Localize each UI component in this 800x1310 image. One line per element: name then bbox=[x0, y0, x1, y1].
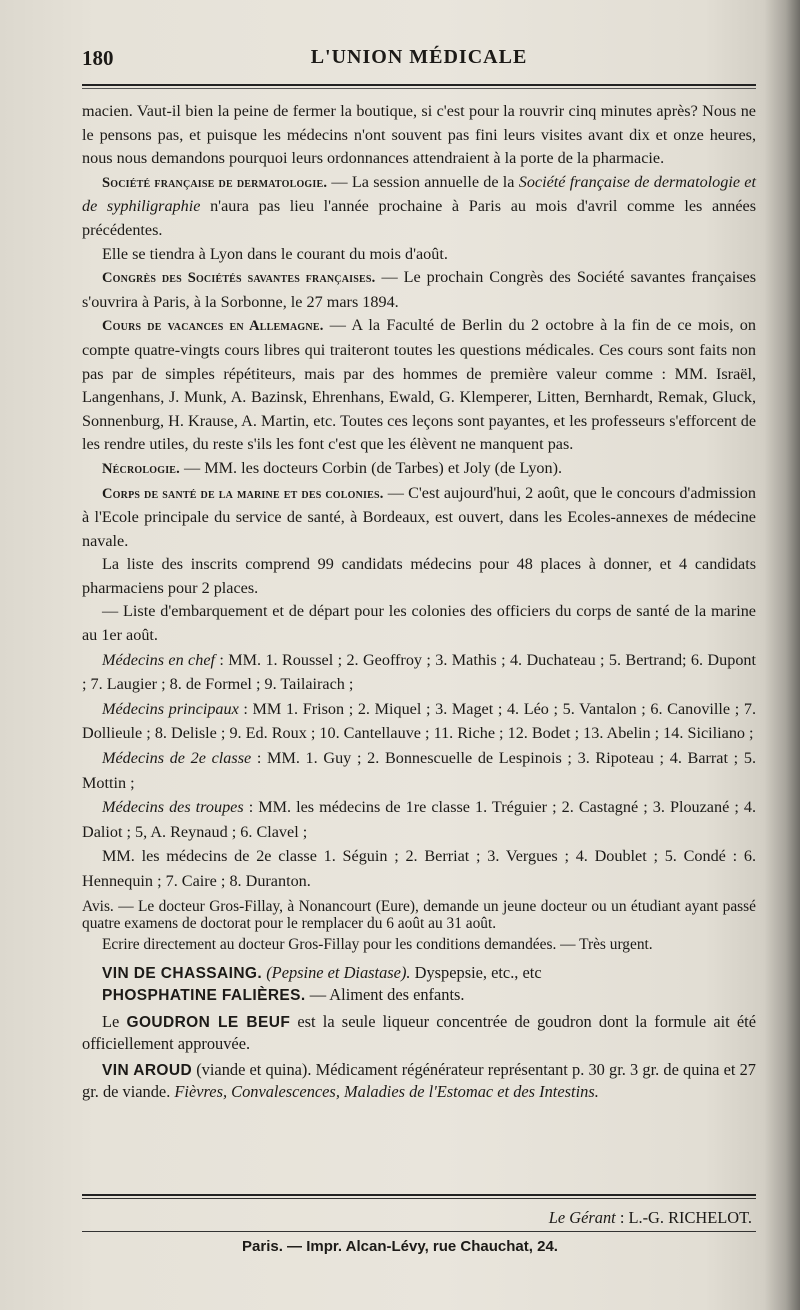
officer-list bbox=[82, 648, 756, 894]
list-medecins-seconde: Médecins de 2e classe : MM. 1. Guy ; 2. Bonnescuelle de Lespinois ; 3. Ripoteau ; 4. Barrat ; 5. Mottin ; bbox=[82, 749, 756, 792]
section-head-congres: Congrès des Sociétés savantes françaises. bbox=[102, 270, 376, 287]
paragraph-necrologie: Nécrologie. — MM. les docteurs Corbin (de Tarbes) et Joly (de Lyon). bbox=[102, 458, 563, 477]
ad-vin-aroud: VIN AROUD (viande et quina). Médicament régénérateur représentant p. 30 gr. 3 gr. de quina et 27 gr. de viande. Fièvres, Convalescences, Maladies de l'Estomac et des Intestins. bbox=[82, 1060, 756, 1101]
paragraph-inscrits: La liste des inscrits comprend 99 candidats médecins pour 48 places à donner, et 4 candidats pharmaciens pour 2 places. bbox=[82, 555, 756, 597]
running-title: L'UNION MÉDICALE bbox=[310, 46, 528, 68]
page-edge-shadow bbox=[764, 0, 800, 1310]
paragraph-embarquement: — Liste d'embarquement et de départ pour les colonies des officiers du corps de santé de la marine au 1er août. bbox=[82, 602, 756, 645]
paragraph-cours-vacances: Cours de vacances en Allemagne. — A la Faculté de Berlin du 2 octobre à la fin de ce mois, on compte quatre-vingts cours libres qui traiteront toutes les questions médicales. Ces cours sont faits non pas par de simples répétiteurs, mais par des hommes de première valeur comme : MM. Israël, Langenhans, J. Munk, A. Bazinsk, Ehrenhans, Ewald, G. Klemperer, Litten, Bernhardt, Remak, Gluck, Sonnenburg, H. Krause, A. Martin, etc. Toutes ces leçons sont payantes, et les professeurs s'efforcent de les rendre utiles, du reste s'ils les font c'est que les élèvent ne manquent pas. bbox=[82, 316, 756, 454]
ad-goudron: Le GOUDRON LE BEUF est la seule liqueur concentrée de goudron dont la formule ait été officiellement approuvée. bbox=[82, 1012, 756, 1053]
paragraph-corps-sante: Corps de santé de la marine et des colonies. — C'est aujourd'hui, 2 août, que le concours d'admission à l'Ecole principale du service de santé, à Bordeaux, est ouvert, dans les Ecoles-annexes de médecine navale. bbox=[82, 483, 756, 550]
list-label: Médecins principaux bbox=[102, 699, 239, 718]
ad-vin-chassaing: VIN DE CHASSAING. (Pepsine et Diastase). Dyspepsie, etc., etc bbox=[102, 963, 542, 983]
section-head-dermatologie: Société française de dermatologie. bbox=[102, 174, 328, 191]
list-medecins-troupes-2: MM. les médecins de 2e classe 1. Séguin ; 2. Berriat ; 3. Vergues ; 4. Doublet ; 5. Condé : 6. Hennequin ; 7. Caire ; 8. Duranton. bbox=[82, 847, 756, 890]
printer-imprint: Paris. — Impr. Alcan-Lévy, rue Chauchat, 24. bbox=[242, 1238, 558, 1255]
paragraph-dermatologie: Société française de dermatologie. — La session annuelle de la Société française de dermatologie et de syphiligraphie n'aura pas lieu l'année prochaine à Paris au mois d'avril comme les années précédentes. bbox=[82, 172, 756, 239]
ad-brand: VIN DE CHASSAING. bbox=[102, 965, 263, 983]
paragraph-lyon: Elle se tiendra à Lyon dans le courant du mois d'août. bbox=[102, 244, 448, 263]
list-medecins-chef: Médecins en chef : MM. 1. Roussel ; 2. Geoffroy ; 3. Mathis ; 4. Duchateau ; 5. Bertrand; 6. Dupont ; 7. Laugier ; 8. de Formel ; 9. Tailairach ; bbox=[82, 650, 756, 694]
ad-brand: PHOSPHATINE FALIÈRES. bbox=[102, 986, 306, 1004]
section-head-cours: Cours de vacances en Allemagne. bbox=[102, 318, 324, 335]
article-body bbox=[82, 100, 756, 1102]
footer-rule bbox=[82, 1194, 756, 1196]
page-header bbox=[82, 46, 756, 76]
gerant-signature: Le Gérant : L.-G. RICHELOT. bbox=[548, 1208, 752, 1227]
avis-paragraph: Avis. — Le docteur Gros-Fillay, à Nonancourt (Eure), demande un jeune docteur ou un étudiant ayant passé quatre examens de doctorat pour le remplacer du 6 août au 31 août. bbox=[82, 897, 756, 933]
paragraph-congres: Congrès des Sociétés savantes françaises. — Le prochain Congrès des Société savantes françaises s'ouvrira à Paris, à la Sorbonne, le 27 mars 1894. bbox=[82, 268, 756, 311]
list-label: Médecins de 2e classe bbox=[102, 749, 252, 768]
ad-brand: VIN AROUD bbox=[102, 1062, 193, 1080]
list-label: Médecins des troupes bbox=[102, 798, 244, 817]
list-label: Médecins en chef bbox=[102, 650, 216, 669]
ad-phosphatine: PHOSPHATINE FALIÈRES. — Aliment des enfants. bbox=[102, 984, 465, 1004]
footer-rule-thin bbox=[82, 1198, 756, 1199]
ad-brand: GOUDRON LE BEUF bbox=[126, 1014, 291, 1032]
page-number: 180 bbox=[82, 46, 114, 70]
list-medecins-principaux: Médecins principaux : MM 1. Frison ; 2. Miquel ; 3. Maget ; 4. Léo ; 5. Vantalon ; 6. Canoville ; 7. Dollieule ; 8. Delisle ; 9. Ed. Roux ; 10. Cantellauve ; 11. Riche ; 12. Bodet ; 13. Abelin ; 14. Siciliano ; bbox=[82, 699, 756, 743]
header-rule-thin bbox=[82, 88, 756, 89]
imprint-rule bbox=[82, 1231, 756, 1232]
section-head-necrologie: Nécrologie. bbox=[102, 460, 180, 477]
list-medecins-troupes: Médecins des troupes : MM. les médecins de 1re classe 1. Tréguier ; 2. Castagné ; 3. Plouzané ; 4. Daliot ; 5, A. Reynaud ; 6. Clavel ; bbox=[82, 798, 756, 841]
society-name: Société française de dermatologie et de syphiligraphie bbox=[82, 172, 756, 216]
header-rule bbox=[82, 84, 756, 86]
paragraph-pharmacie: macien. Vaut-il bien la peine de fermer la boutique, si c'est pour la rouvrir cinq minutes après? Nous ne le pensons pas, et puisque les médecins n'ont souvent pas fini leurs visites avant dix et onze heures, nous nous demandons pourquoi leurs ordonnances attendraient à la porte de la pharmacie. bbox=[82, 102, 756, 168]
section-head-corps-sante: Corps de santé de la marine et des colonies. bbox=[102, 485, 384, 502]
avis-contact: Ecrire directement au docteur Gros-Fillay pour les conditions demandées. — Très urgent. bbox=[102, 935, 653, 953]
